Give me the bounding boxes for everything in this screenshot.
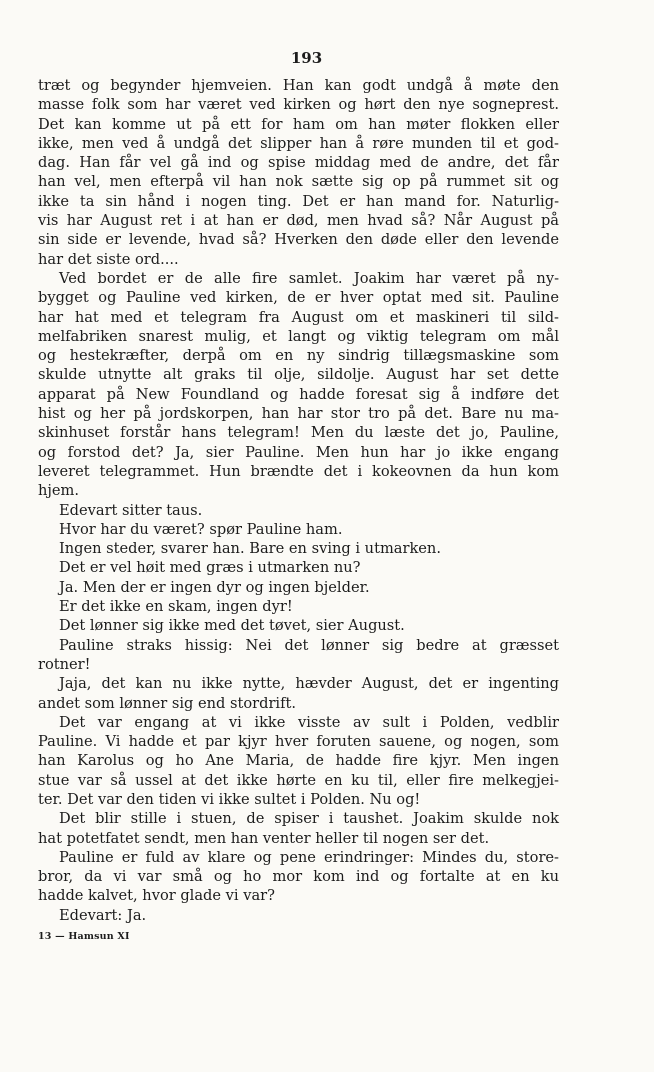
text-line: Pauline er fuld av klare og pene erindringer: Mindes du, store- bbox=[59, 848, 559, 866]
text-line: skinhuset forstår hans telegram! Men du læste det jo, Pauline, bbox=[38, 424, 559, 442]
text-line: Det lønner sig ikke med det tøvet, sier August. bbox=[59, 617, 405, 635]
text-line: han Karolus og ho Ane Maria, de hadde fire kjyr. Men ingen bbox=[38, 752, 559, 770]
page-number: 193 bbox=[290, 49, 323, 67]
text-line: apparat på New Foundland og hadde foresat sig å indføre det bbox=[38, 385, 559, 403]
text-line: stue var så ussel at det ikke hørte en ku til, eller fire melkegjei- bbox=[38, 771, 559, 789]
text-line: ikke, men ved å undgå det slipper han å røre munden til et god- bbox=[38, 134, 559, 152]
text-line: Ingen steder, svarer han. Bare en sving i utmarken. bbox=[59, 540, 441, 558]
text-line: vis har August ret i at han er død, men hvad så? Når August på bbox=[38, 212, 559, 230]
text-line: han vel, men efterpå vil han nok sætte sig op på rummet sit og bbox=[38, 173, 559, 191]
text-line: leveret telegrammet. Hun brændte det i kokeovnen da hun kom bbox=[38, 462, 559, 480]
book-page bbox=[38, 40, 559, 942]
text-line: skulde utnytte alt graks til olje, sildolje. August har set dette bbox=[38, 366, 559, 384]
text-line: Edevart sitter taus. bbox=[59, 501, 203, 519]
text-line: Hvor har du været? spør Pauline ham. bbox=[59, 520, 343, 538]
signature-footer: 13 — Hamsun XI bbox=[38, 931, 130, 943]
text-line: Det kan komme ut på ett for ham om han møter flokken eller bbox=[38, 115, 559, 133]
text-line: Det er vel høit med græs i utmarken nu? bbox=[59, 559, 361, 577]
text-line: andet som lønner sig end stordrift. bbox=[38, 694, 296, 712]
text-line: og forstod det? Ja, sier Pauline. Men hun har jo ikke engang bbox=[38, 443, 559, 461]
text-line: melfabriken snarest mulig, et langt og viktig telegram om mål bbox=[38, 327, 559, 345]
text-line: hist og her på jordskorpen, han har stor tro på det. Bare nu ma- bbox=[38, 405, 559, 423]
text-line: Ja. Men der er ingen dyr og ingen bjelder. bbox=[59, 578, 370, 596]
text-line: dag. Han får vel gå ind og spise middag med de andre, det får bbox=[38, 154, 559, 172]
text-line: ter. Det var den tiden vi ikke sultet i Polden. Nu og! bbox=[38, 790, 421, 808]
text-line: hat potetfatet sendt, men han venter heller til nogen ser det. bbox=[38, 829, 490, 847]
text-line: ikke ta sin hånd i nogen ting. Det er han mand for. Naturlig- bbox=[38, 192, 559, 210]
text-line: bror, da vi var små og ho mor kom ind og fortalte at en ku bbox=[38, 868, 559, 886]
text-line: rotner! bbox=[38, 655, 91, 673]
text-line: bygget og Pauline ved kirken, de er hver optat med sit. Pauline bbox=[38, 289, 559, 307]
text-line: Pauline. Vi hadde et par kjyr hver foruten sauene, og nogen, som bbox=[38, 733, 559, 751]
text-line: Det var engang at vi ikke visste av sult i Polden, vedblir bbox=[59, 713, 559, 731]
text-line: Er det ikke en skam, ingen dyr! bbox=[59, 598, 293, 616]
text-line: Det blir stille i stuen, de spiser i taushet. Joakim skulde nok bbox=[59, 810, 559, 828]
text-line: og hestekræfter, derpå om en ny sindrig tillægsmaskine som bbox=[38, 347, 559, 365]
text-line: Edevart: Ja. bbox=[59, 906, 147, 924]
text-line: masse folk som har været ved kirken og hørt den nye sogneprest. bbox=[38, 96, 559, 114]
text-line: hadde kalvet, hvor glade vi var? bbox=[38, 887, 275, 905]
text-line: har hat med et telegram fra August om et maskineri til sild- bbox=[38, 308, 559, 326]
text-line: Jaja, det kan nu ikke nytte, hævder August, det er ingenting bbox=[59, 675, 559, 693]
text-line: træt og begynder hjemveien. Han kan godt undgå å møte den bbox=[38, 77, 559, 94]
text-line: Ved bordet er de alle fire samlet. Joakim har været på ny- bbox=[59, 269, 559, 287]
text-line: sin side er levende, hvad så? Hverken den døde eller den levende bbox=[38, 231, 559, 249]
text-line: Pauline straks hissig: Nei det lønner sig bedre at græsset bbox=[59, 636, 559, 654]
text-line: har det siste ord.... bbox=[38, 250, 179, 268]
text-line: hjem. bbox=[38, 482, 80, 500]
body-text bbox=[38, 76, 559, 925]
